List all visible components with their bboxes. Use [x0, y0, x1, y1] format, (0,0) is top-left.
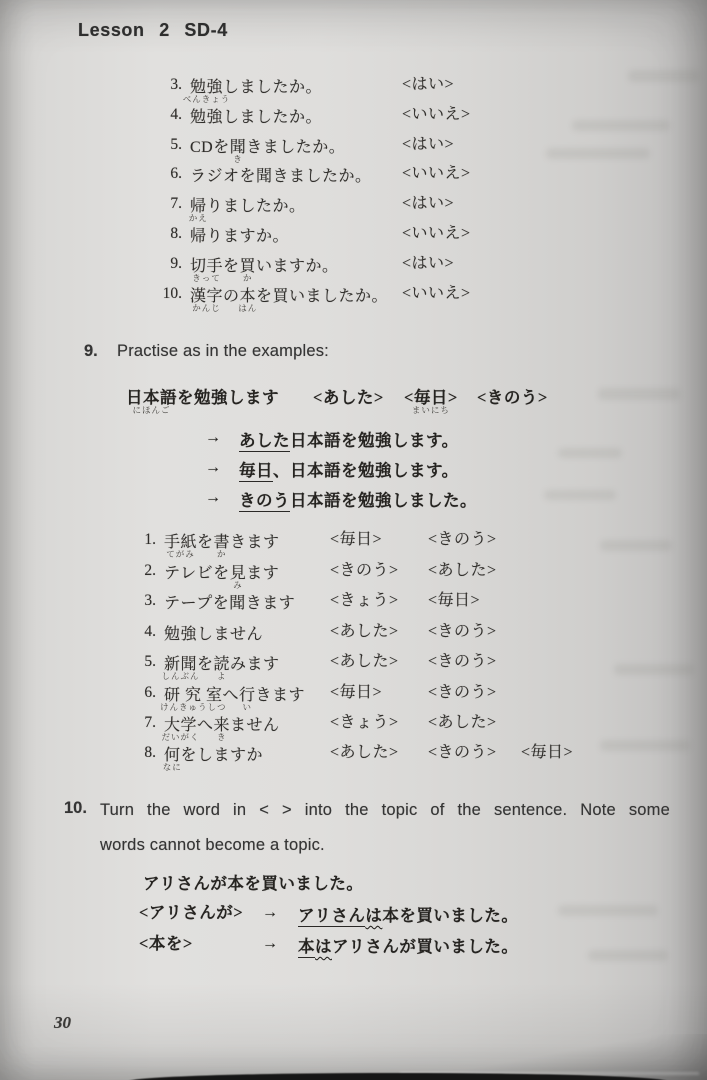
ruby-group	[190, 253, 224, 283]
text-base: 新聞	[164, 656, 198, 673]
item-number: 6.	[144, 684, 156, 701]
answer-cue: <はい>	[402, 255, 455, 272]
item-number: 7.	[170, 195, 182, 212]
text-base: 見	[229, 565, 247, 582]
exercise-item	[0, 223, 707, 247]
exercise-item	[0, 682, 707, 712]
text-base: アリさん	[298, 906, 366, 925]
ruby-group	[213, 651, 231, 681]
example-answer-line	[0, 427, 707, 451]
topic-cue: <本を>	[139, 934, 193, 953]
time-cue: <あした>	[428, 562, 497, 579]
furigana: しんぶん	[161, 671, 200, 681]
text-base: を	[197, 534, 214, 551]
japanese-sentence	[182, 74, 323, 104]
furigana: だいがく	[161, 732, 200, 742]
text-segment	[181, 742, 264, 765]
text-base: きます	[255, 687, 306, 704]
furigana: い	[242, 702, 253, 712]
text-segment	[164, 590, 295, 613]
time-cue: <あした>	[330, 653, 399, 670]
japanese-sentence	[188, 193, 306, 223]
text-base: きのう	[239, 491, 290, 510]
time-cue	[477, 384, 548, 409]
text-base: を買いましたか。	[256, 288, 389, 305]
item-number: 6.	[170, 165, 182, 182]
text-base: 漢字	[190, 288, 224, 305]
text-base: 勉強	[190, 79, 224, 96]
transformation-line	[0, 933, 707, 957]
ruby-group	[159, 682, 227, 712]
text-segment	[448, 388, 458, 408]
item-number: 8.	[170, 225, 182, 242]
text-segment	[230, 651, 280, 674]
text-segment	[197, 529, 214, 552]
text-segment	[246, 560, 279, 583]
ruby-group	[164, 529, 198, 559]
text-base: 勉強しましたか。	[190, 109, 323, 126]
text-base: は	[365, 906, 383, 925]
text-base: <	[404, 388, 414, 407]
text-base: アリさんが買いました。	[332, 937, 519, 956]
text-base: <あした>	[313, 388, 384, 407]
text-segment	[365, 902, 382, 926]
time-cue: <あした>	[428, 714, 497, 731]
transformation-line	[0, 902, 707, 926]
time-cue: <きのう>	[428, 684, 497, 701]
text-base: テープを聞きます	[164, 595, 296, 612]
text-base: 大学	[164, 717, 198, 734]
item-number: 5.	[144, 653, 156, 670]
text-base: へ	[197, 717, 214, 734]
time-cue: <毎日>	[428, 592, 481, 609]
time-cue: <きのう>	[428, 623, 497, 640]
item-number: 4.	[144, 623, 156, 640]
text-segment	[239, 457, 273, 481]
furigana: なに	[162, 762, 182, 772]
text-base: いますか。	[256, 258, 339, 275]
time-cue: <きのう>	[428, 653, 497, 670]
text-base: 帰りますか。	[190, 228, 290, 245]
japanese-sentence	[190, 253, 339, 283]
answer-cue: <いいえ>	[402, 106, 471, 123]
text-segment	[164, 560, 230, 583]
exercise-item	[0, 651, 707, 681]
instruction-line: Turn the word in < > into the topic of the sentence. Note some	[100, 801, 670, 819]
japanese-sentence	[162, 742, 264, 772]
ruby-group	[188, 193, 208, 223]
japanese-sentence	[159, 682, 306, 712]
text-segment	[332, 933, 518, 957]
arrow-icon: →	[205, 429, 221, 446]
text-base: は	[315, 937, 332, 956]
furigana: てがみ	[166, 549, 195, 559]
time-cue: <毎日>	[521, 744, 574, 761]
exercise-heading	[0, 340, 707, 364]
text-base: テレビを	[164, 565, 230, 582]
exercise-item	[0, 742, 707, 772]
text-base: みます	[230, 656, 280, 673]
example-answer	[239, 457, 459, 482]
text-base: 勉強しません	[164, 626, 264, 643]
exercise-item	[0, 712, 707, 742]
time-cue: <きょう>	[330, 714, 399, 731]
furigana: はん	[238, 303, 258, 313]
exercise-title: Practise as in the examples:	[117, 342, 329, 360]
text-base: 来	[213, 717, 231, 734]
japanese-sentence	[161, 651, 280, 681]
time-cue: <きのう>	[428, 531, 497, 548]
furigana: み	[233, 580, 243, 590]
exercise-item	[0, 621, 707, 645]
text-base: あした	[239, 431, 290, 450]
ruby-group	[238, 283, 258, 313]
arrow-icon: →	[205, 459, 221, 476]
time-cue: <あした>	[330, 623, 399, 640]
text-segment	[382, 902, 518, 926]
text-base: の	[223, 288, 240, 305]
japanese-sentence	[190, 223, 289, 248]
item-number: 8.	[144, 744, 156, 761]
time-cue: <きのう>	[330, 562, 399, 579]
example-answer	[239, 427, 459, 452]
text-base: >	[447, 388, 458, 407]
ruby-group	[161, 712, 200, 742]
text-base: 日本語を勉強しました。	[290, 491, 477, 510]
text-base: CDを	[190, 139, 230, 156]
japanese-sentence	[190, 134, 346, 164]
text-segment	[190, 223, 289, 246]
exercise-item	[0, 163, 707, 187]
text-base: 何	[164, 747, 181, 764]
japanese-sentence	[164, 529, 280, 559]
text-segment	[143, 870, 363, 894]
ruby-group	[213, 712, 231, 742]
text-base: 聞	[229, 139, 247, 156]
text-segment	[223, 283, 240, 306]
text-base: アリさんが本を買いました。	[143, 874, 364, 893]
exercise-item	[0, 74, 707, 104]
text-base: しましたか。	[223, 79, 323, 96]
exercise-item	[0, 193, 707, 223]
text-base: <きのう>	[477, 388, 548, 407]
text-base: 日本語を勉強します。	[290, 431, 459, 450]
text-base: 本	[239, 288, 257, 305]
ruby-group	[411, 384, 450, 415]
text-base: ます	[246, 565, 280, 582]
exercise-item	[0, 283, 707, 313]
item-number: 9.	[170, 255, 182, 272]
ruby-group	[213, 529, 231, 559]
furigana: にほんご	[132, 405, 171, 415]
furigana: べんきょう	[182, 94, 231, 104]
text-base: 、日本語を勉強します。	[273, 461, 459, 480]
text-base: 毎日	[413, 388, 448, 407]
ruby-group	[162, 742, 182, 772]
instruction-line: words cannot become a topic.	[100, 836, 325, 854]
furigana: か	[217, 549, 227, 559]
arrow-icon: →	[262, 935, 278, 952]
answer-cue: <はい>	[402, 195, 455, 212]
text-base: きます	[230, 534, 280, 551]
text-base: を	[223, 258, 240, 275]
text-segment	[273, 457, 459, 481]
page-number: 30	[54, 1013, 71, 1032]
text-base: 研 究 室	[164, 687, 223, 704]
text-base: 本を買いました。	[382, 906, 519, 925]
ruby-group	[239, 253, 257, 283]
japanese-sentence	[190, 283, 389, 313]
item-number: 3.	[144, 592, 156, 609]
exercise-item	[0, 529, 707, 559]
text-base: 帰	[190, 198, 207, 215]
furigana: きって	[192, 273, 221, 283]
time-cue: <毎日>	[330, 531, 383, 548]
text-segment	[290, 487, 477, 511]
text-segment	[177, 384, 279, 408]
item-number: 1.	[144, 531, 156, 548]
topic-cue: <アリさんが>	[139, 903, 244, 922]
text-base: を	[197, 656, 214, 673]
japanese-sentence	[164, 621, 263, 646]
text-base: りましたか。	[206, 198, 306, 215]
text-segment	[290, 427, 459, 451]
text-segment	[230, 712, 280, 735]
japanese-sentence	[164, 560, 280, 590]
example-sentence-line	[0, 870, 707, 894]
furigana: まいにち	[411, 405, 450, 415]
ruby-group	[126, 384, 177, 415]
text-segment	[256, 283, 388, 306]
text-segment	[239, 427, 290, 451]
example-stem	[126, 384, 279, 415]
text-segment	[256, 253, 339, 276]
furigana: き	[233, 154, 243, 164]
text-segment	[207, 193, 306, 216]
exercise-item	[0, 253, 707, 283]
text-segment	[197, 651, 214, 674]
item-number: 2.	[144, 562, 156, 579]
japanese-sentence	[190, 163, 372, 188]
time-cue: <きのう>	[428, 744, 497, 761]
text-segment	[313, 384, 384, 408]
furigana: き	[217, 732, 227, 742]
text-segment	[190, 104, 322, 127]
furigana: か	[243, 273, 253, 283]
text-base: 本	[298, 937, 315, 956]
text-base: 手紙	[164, 534, 198, 551]
text-base: 毎日	[239, 461, 273, 480]
furigana: かんじ	[192, 303, 221, 313]
text-base: きましたか。	[246, 139, 346, 156]
answer-cue: <いいえ>	[402, 225, 471, 242]
item-number: 3.	[170, 76, 182, 93]
text-base: を勉強します	[177, 388, 279, 407]
page-header: Lesson 2 SD-4	[78, 20, 228, 40]
exercise-number: 10.	[64, 799, 87, 817]
text-base: 買	[239, 258, 257, 275]
example-stem-line	[0, 384, 707, 415]
text-segment	[315, 933, 332, 957]
text-segment	[246, 134, 345, 157]
text-base: 日本語	[126, 388, 177, 407]
answer-cue: <いいえ>	[402, 165, 471, 182]
time-cue: <きょう>	[330, 592, 399, 609]
ruby-group	[161, 651, 200, 681]
ruby-group	[229, 560, 247, 590]
text-segment	[256, 682, 306, 705]
furigana: かえ	[188, 213, 208, 223]
text-base: ラジオを聞きましたか。	[190, 168, 372, 185]
japanese-sentence	[190, 104, 322, 129]
item-number: 5.	[170, 136, 182, 153]
text-segment	[298, 902, 365, 926]
text-base: をしますか	[180, 747, 264, 764]
transformed-sentence	[298, 902, 518, 927]
exercise-item	[0, 104, 707, 128]
item-number: 7.	[144, 714, 156, 731]
example-answer	[239, 487, 477, 512]
example-answer-line	[0, 487, 707, 511]
item-number: 10.	[162, 285, 182, 302]
exercise-item	[0, 590, 707, 614]
text-base: ません	[230, 717, 280, 734]
ruby-group	[182, 74, 231, 104]
exercise-item	[0, 134, 707, 164]
time-cue: <毎日>	[330, 684, 383, 701]
text-segment	[223, 682, 240, 705]
text-segment	[223, 253, 240, 276]
answer-cue: <はい>	[402, 76, 455, 93]
text-segment	[298, 933, 315, 957]
text-base: へ	[222, 687, 240, 704]
ruby-group	[239, 682, 256, 712]
item-number: 4.	[170, 106, 182, 123]
ruby-group	[229, 134, 247, 164]
japanese-sentence	[161, 712, 280, 742]
exercise-number: 9.	[84, 342, 98, 360]
answer-cue: <いいえ>	[402, 285, 471, 302]
furigana: よ	[217, 671, 227, 681]
arrow-icon: →	[262, 904, 278, 921]
text-base: 切手	[190, 258, 224, 275]
time-cue	[313, 384, 384, 409]
answer-cue: <はい>	[402, 136, 455, 153]
text-segment	[164, 621, 263, 644]
text-segment	[223, 74, 322, 97]
time-cue: <あした>	[330, 744, 399, 761]
arrow-icon: →	[205, 489, 221, 506]
text-base: 書	[213, 534, 231, 551]
text-segment	[230, 529, 280, 552]
transformed-sentence	[298, 933, 518, 958]
furigana: けんきゅうしつ	[159, 702, 227, 712]
example-sentence	[143, 870, 363, 895]
ruby-group	[190, 283, 224, 313]
exercise-item	[0, 560, 707, 590]
text-segment	[239, 487, 290, 511]
text-base: 読	[213, 656, 231, 673]
example-answer-line	[0, 457, 707, 481]
japanese-sentence	[164, 590, 295, 615]
text-segment	[190, 163, 372, 186]
time-cue	[404, 384, 458, 415]
text-base: 行	[239, 687, 256, 704]
text-segment	[197, 712, 214, 735]
text-segment	[190, 134, 230, 157]
text-segment	[477, 384, 548, 408]
